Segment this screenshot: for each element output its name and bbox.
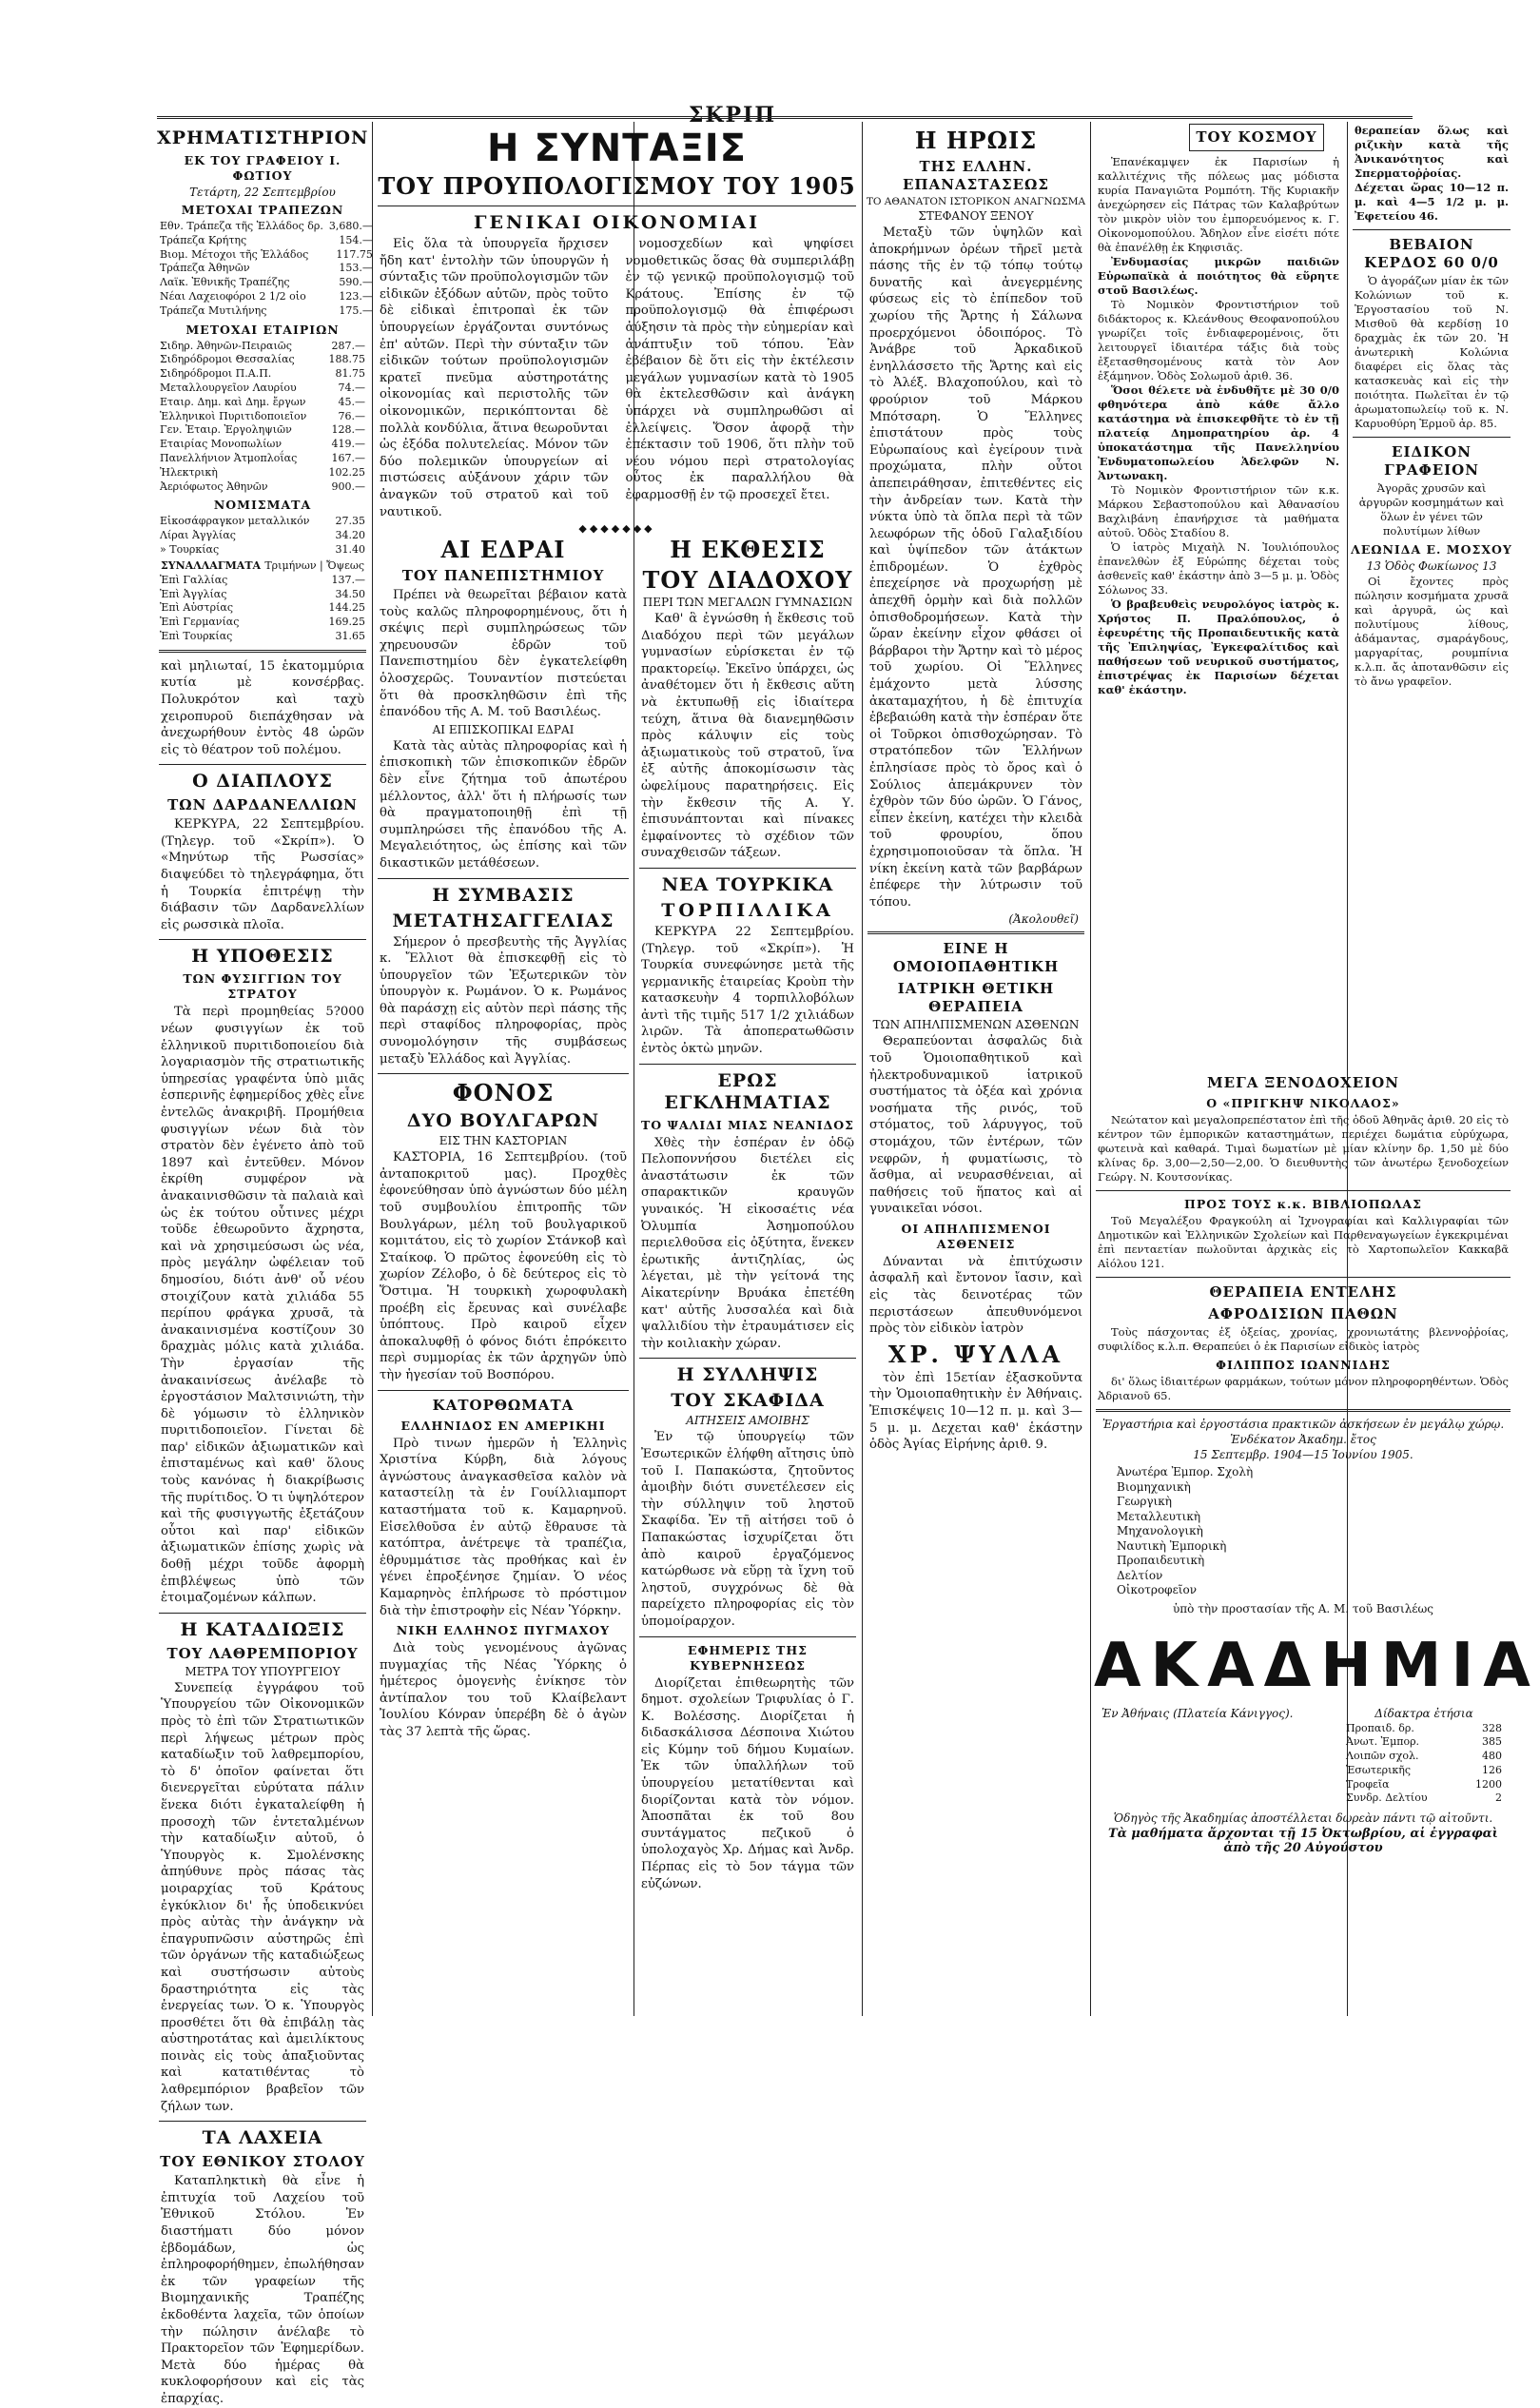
quote-name: Μεταλλουργεῖον Λαυρίου xyxy=(160,381,297,394)
article-title: Η ΥΠΟΘΕΣΙΣ xyxy=(191,946,334,968)
banks-table xyxy=(157,220,376,319)
divider xyxy=(1096,1409,1511,1412)
fx-columns: Τριμήνων | Ὄψεως xyxy=(264,558,364,572)
quote-name: Σιδηρ. Ἀθηνῶν-Πειραιῶς xyxy=(160,339,292,352)
fx-table xyxy=(157,574,368,644)
school-item: Μεταλλευτικὴ xyxy=(1117,1509,1201,1523)
ad-text: δι' ὅλως ἰδιαιτέρων φαρμάκων, τούτων μόνον πληροφορηθέντων. Ὁδὸς Ἀδριανοῦ 65. xyxy=(1098,1375,1509,1402)
article-subtitle: ΤΟ ΑΘΑΝΑΤΟΝ ΙΣΤΟΡΙΚΟΝ ΑΝΑΓΝΩΣΜΑ xyxy=(866,196,1086,207)
article-subtitle: ΤΩΝ ΦΥΣΙΓΓΙΩΝ ΤΟΥ ΣΤΡΑΤΟΥ xyxy=(183,971,342,1002)
article-subtitle: ΤΗΣ ΕΛΛΗΝ. ΕΠΑΝΑΣΤΑΣΕΩΣ xyxy=(903,158,1049,193)
divider xyxy=(1096,1277,1511,1278)
divider xyxy=(1353,437,1511,438)
divider xyxy=(639,868,856,869)
column-rule xyxy=(862,122,863,2016)
bank-row xyxy=(157,234,376,248)
article-subtitle: ΕΙΣ ΤΗΝ ΚΑΣΤΟΡΙΑΝ xyxy=(439,1134,568,1148)
quote-value: 123.— xyxy=(339,289,373,303)
divider xyxy=(159,650,366,653)
article-subtitle: ΔΥΟ ΒΟΥΛΓΑΡΩΝ xyxy=(406,1110,600,1132)
article-subtitle: ΤΟΥ ΕΘΝΙΚΟΥ ΣΤΟΛΟΥ xyxy=(160,2153,365,2171)
academy-dates: 15 Σεπτεμβρ. 1904—15 Ἰουνίου 1905. xyxy=(1193,1448,1413,1461)
ad-subtitle: ΑΦΡΟΔΙΣΙΩΝ ΠΑΘΩΝ xyxy=(1208,1305,1398,1322)
coin-row xyxy=(157,543,368,558)
academy-workshops: Ἐργαστήρια καὶ ἐργοστάσια πρακτικῶν ἀσκήσεων ἐν μεγάλῳ χώρῳ. xyxy=(1101,1418,1505,1431)
article-title: ΦΟΝΟΣ xyxy=(452,1079,555,1107)
quote-name: Προπαιδ. δρ. xyxy=(1346,1721,1414,1734)
article-text: Πρὸ τινων ἡμερῶν ἡ Ἑλληνὶς Χριστίνα Κύρβη, διὰ λόγους ἀγνώστους ἀναγκασθεῖσα καλὸν νὰ καταστείλῃ τὰ ἐν Γουίλλιαμπορτ καταστήματα τοῦ κ. Καμαρηνοῦ. Εἰσελθοῦσα ἐν αὐτῷ ἔθραυσε τὰ κατόπτρα, ἀνέτρεψε τὰ τραπέζια, ἐθρυμμάτισε τὰς προθήκας καὶ ἐν γένει ἐπροξένησε ζημίαν. Ὁ νέος Καμαρηνὸς ἐπλήρωσε τὸ πρόστιμον διὰ τὴν ἐπιστροφὴν εἰς Νέαν Ὑόρκην. xyxy=(380,1436,627,1618)
quote-name: Σιδηρόδρομοι Π.Α.Π. xyxy=(160,367,272,381)
company-row xyxy=(157,438,368,452)
school-item: Μηχανολογικὴ xyxy=(1117,1524,1203,1537)
company-row xyxy=(157,353,368,367)
article-title: ΕΦΗΜΕΡΙΣ ΤΗΣ ΚΥΒΕΡΝΗΣΕΩΣ xyxy=(688,1642,808,1673)
bank-row xyxy=(157,248,376,263)
article-subtitle: ΜΕΤΑΤΗΣΑΓΓΕΛΙΑΣ xyxy=(392,910,614,931)
banks-title: ΜΕΤΟΧΑΙ ΤΡΑΠΕΖΩΝ xyxy=(181,203,344,217)
fx-title: ΣΥΝΑΛΛΑΓΜΑΤΑ xyxy=(161,558,262,572)
fx-row xyxy=(157,574,368,588)
divider xyxy=(159,939,366,940)
ad-title: ΘΕΡΑΠΕΙΑ ΕΝΤΕΛΗΣ xyxy=(1209,1283,1397,1301)
article-text: Μεταξὺ τῶν ὑψηλῶν καὶ ἀποκρήμνων ὀρέων τῆρεῖ μετὰ πάσης τῆς ἐν τῷ τόπῳ τούτῳ δυνατῆς καὶ ἀνεγερμένης φύσεως εἰς τὸ ἐπίπεδον τοῦ χωρίου τῆς Ἄρτης ἡ Σάλωνα προερχόμενοι ὁδοιπόρος. Τὸ Ἀνάβρε τοῦ Ἀρκαδικοῦ ἐνηλλάσσετο τῆς Ἄρτης καὶ εἰς τὸ Ἀλέξ. Βλαχοπούλου, καὶ τὸ φρούριον τοῦ Μάρκου Μπότσαρη. Ὁ Ἕλληνες ἐπιστάτουν πρὸς τοὺς Εὐρωπαίους καὶ ἐγείρουν τινὰ προχώματα, πλὴν οὗτοι ἀπεπειράθησαν, ἐπιτεθέντες εἰς τὴν ἀνδρείαν των. Κατὰ τὴν νύκτα ὑπὸ τὰ ὅπλα περὶ τὰ τῶν λεωφόρων τῆς ὁδοῦ Γαλαξιδίου καὶ ὑψίπεδον τῶν ἀτάκτων ἐπιδρομέων. Ὁ ἐχθρὸς ἐπεχείρησε νὰ προχωρήσῃ μὲ ἀπεχθῆ ὁρμὴν καὶ διὰ πολλῶν ὀπισθοδρομήσεων. Κατὰ τὴν ὥραν ἐκείνην εἶχον φθάσει οἱ βάρβαροι τὴν Ἄρτην καὶ τὸ μέρος τοῦ χωρίου. Οἱ Ἕλληνες ἐμάχοντο μετὰ λύσσης ἀκαταμαχήτου, ἡ δὲ ἐπιτυχία ἐβεβαιώθη κατὰ τὴν ἑσπέραν ὅτε οἱ Τοῦρκοι ὀπισθοχώρησαν. Τὸ στρατόπεδον τῶν Ἑλλήνων ἐπλησίασε πρὸς τὸ ὄρος καὶ ὁ Σούλιος ἀπεμάκρυνεν τὸν ἐχθρὸν τῶν δύο ὡρῶν. Ὁ Γάνος, εἶπεν ἐκείνη, κατέχει τὴν κλειδὰ τοῦ φρουρίου, ὅπου ἐχρησιμοποιοῦσαν τὰ ὅπλα. Ἡ νίκη ἐκείνη κατὰ τῶν βαρβάρων ἐπέφερε τὴν λύτρωσιν τοῦ τόπου. xyxy=(869,225,1082,910)
article-text: Διορίζεται ἐπιθεωρητὴς τῶν δημοτ. σχολείων Τριφυλίας ὁ Γ. Κ. Βολέσσης. Διορίζεται ἡ διδασκάλισσα Δέσποινα Χιώτου εἰς Κύμην τοῦ δήμου Κυμαίων. Ἐκ τῶν ὑπαλλήλων τοῦ ὑπουργείου μετατίθενται καὶ διορίζονται κατὰ τὸν νόμον. Ἀποσπᾶται ἐκ τοῦ 8ου συντάγματος πεζικοῦ ὁ ὑπολοχαγὸς Χρ. Δήμας καὶ Ἀνδρ. Πέρπας εἰς τὸ 5ον τάγμα τῶν εὐζώνων. xyxy=(641,1675,854,1891)
coin-row xyxy=(157,515,368,529)
coins-title: ΝΟΜΙΣΜΑΤΑ xyxy=(213,498,312,513)
divider xyxy=(639,1064,856,1065)
fee-row xyxy=(1343,1722,1505,1736)
column-6 xyxy=(1351,124,1512,1088)
academy-place: Ἐν Ἀθήναις (Πλατεία Κάνιγγος). xyxy=(1101,1706,1294,1720)
article-title: Η ΗΡΩΙΣ xyxy=(914,127,1038,154)
article-subtitle: ΜΕΤΡΑ ΤΟΥ ΥΠΟΥΡΓΕΙΟΥ xyxy=(185,1664,341,1678)
quote-name: Λοιπῶν σχολ. xyxy=(1346,1750,1419,1763)
quote-name: Ἠλεκτρικὴ xyxy=(160,465,218,479)
bank-row xyxy=(157,262,376,276)
bourse-title: ΧΡΗΜΑΤΙΣΤΗΡΙΟΝ xyxy=(157,127,369,148)
bank-row xyxy=(157,304,376,319)
quote-name: Ἐπὶ Ἀγγλίας xyxy=(160,587,227,600)
masthead-rule xyxy=(157,116,1413,119)
bourse-subtitle: ΕΚ ΤΟΥ ΓΡΑΦΕΙΟΥ Ι. ΦΩΤΙΟΥ xyxy=(184,153,341,183)
school-item: Οἰκοτροφεῖον xyxy=(1117,1583,1198,1596)
article-subtitle: ΑΙ ΕΠΙΣΚΟΠΙΚΑΙ ΕΔΡΑΙ xyxy=(432,722,575,736)
quote-value: 590.— xyxy=(339,276,373,289)
article-title: ΚΑΤΟΡΘΩΜΑΤΑ xyxy=(432,1396,575,1414)
bank-row xyxy=(157,220,376,234)
article-title: Η ΣΥΜΒΑΣΙΣ xyxy=(432,884,575,906)
divider xyxy=(1096,1190,1511,1191)
fee-row xyxy=(1343,1778,1505,1792)
bank-row xyxy=(157,290,376,304)
school-item: Ἀνωτέρα Ἐμπορ. Σχολὴ xyxy=(1117,1465,1254,1478)
divider xyxy=(159,764,366,765)
article-subtitle: ΕΛΛΗΝΙΔΟΣ ΕΝ ΑΜΕΡΙΚΗΙ xyxy=(400,1418,606,1433)
ad-address: 13 Ὁδὸς Φωκίωνος 13 xyxy=(1366,559,1497,573)
article-text: Κατὰ τὰς αὐτὰς πληροφορίας καὶ ἡ ἐπισκοπικὴ τῶν ἐπισκοπικῶν ἐδρῶν δὲν εἶνε ζήτημα τοῦ ἀπωτέρου μέλλοντος, ἀλλ' ὅτι ἡ πλήρωσίς των θὰ πραγματοποιηθῇ ἐπὶ τῇ συμπληρώσει τῆς ἐπανόδου τῆς Α. Μεγαλειότητος, ὡς ἐπίσης καὶ τῶν δικαστικῶν μετάθέσεων. xyxy=(380,738,627,871)
quote-name: Λίραι Ἀγγλίας xyxy=(160,529,236,542)
article-title: Ο ΔΙΑΠΛΟΥΣ xyxy=(192,771,333,793)
quote-name: Ἐπὶ Γερμανίας xyxy=(160,616,240,629)
article-subtitle: ΤΟΥ ΣΚΑΦΙΔΑ xyxy=(671,1390,825,1412)
divider xyxy=(867,931,1084,934)
divider xyxy=(639,1636,856,1637)
quote-value: 31.65 xyxy=(335,629,365,642)
article-text: Πρέπει νὰ θεωρεῖται βέβαιον κατὰ τοὺς καλῶς πληροφορημένους, ὅτι ἡ σκέψις περὶ συμπληρώσεως τῶν χηρευουσῶν ἐδρῶν τοῦ Πανεπιστημίου δὲν ἐγκατελείφθη ὁλοσχερῶς. Τουναντίον πιστεύεται ὅτι θὰ προσκληθῶσιν ἐπὶ τῆς ἐπανόδου τῆς Α. Μ. τοῦ Βασιλέως. xyxy=(380,588,627,720)
article-subtitle: ΤΟΥ ΠΑΝΕΠΙΣΤΗΜΙΟΥ xyxy=(401,567,605,584)
ad-title: ΒΕΒΑΙΟΝ ΚΕΡΔΟΣ 60 0/0 xyxy=(1364,236,1499,271)
quote-name: Γεν. Ἑταιρ. Ἐργοληψιῶν xyxy=(160,423,292,437)
article-text: Δύνανται νὰ ἐπιτύχωσιν ἀσφαλῆ καὶ ἔντονον ἴασιν, καὶ εἰς τὰς δεινοτέρας τῶν περιστάσεων ἀπευθυνόμενοι πρὸς τὸν εἰδικὸν ἰατρὸν xyxy=(869,1254,1082,1337)
quote-name: Ἐπὶ Τουρκίας xyxy=(160,629,233,642)
divider xyxy=(639,1358,856,1359)
ad-text: Νεώτατον καὶ μεγαλοπρεπέστατον ἐπὶ τῆς ὁδοῦ Ἀθηνᾶς ἀριθ. 20 εἰς τὸ κέντρον τῶν ἐμπορικῶν καταστημάτων, περιέχει δωμάτια εὐρύχωρα, φωτεινὰ καὶ καθαρά. Τιμαὶ δωματίων μὲ μίαν κλίνην δρ. 1,50 μὲ δύο κλίνας δρ. 3,00—2,50—2,00. Ὁ διευθυντὴς τῶν ἀνωτέρω ξενοδοχείων Γεώργ. Ν. Κουτσονίκας. xyxy=(1098,1113,1509,1184)
article-text: Ἐνδυμασίας μικρῶν παιδιῶν Εὐρωπαϊκὰ ἀ ποιότητος θὰ εὕρητε στοῦ Βασιλέως. xyxy=(1098,255,1339,297)
society-title: ΤΟΥ ΚΟΣΜΟΥ xyxy=(1189,124,1324,151)
headline-subtitle: ΤΟΥ ΠΡΟΥΠΟΛΟΓΙΣΜΟΥ ΤΟΥ 1905 xyxy=(378,172,856,200)
quote-value: 27.35 xyxy=(335,515,365,528)
quote-name: Εἰκοσάφραγκον μεταλλικόν xyxy=(160,515,310,528)
ad-name: ΛΕΩΝΙΔΑ Ε. ΜΟΣΧΟΥ xyxy=(1351,542,1512,557)
company-row xyxy=(157,367,368,382)
quote-name: Εταιρ. Δημ. καὶ Δημ. ἔργων xyxy=(160,395,306,408)
bank-row xyxy=(157,276,376,290)
article-text: ΚΑΣΤΟΡΙΑ, 16 Σεπτεμβρίου. (τοῦ ἀνταποκριτοῦ μας). Προχθὲς ἐφονεύθησαν ὑπὸ ἀγνώστων δύο μέλη τοῦ συμβουλίου ἐπιτροπῆς τῶν Βουλγάρων, μέλη τοῦ βουλγαρικοῦ κομιτάτου, εἰς τὸ χωρίον Στάνκοβ καὶ Σταίκοφ. Ὁ πρῶτος ἐφονεύθη εἰς τὸ χωρίον Ζέλοβο, ὁ δὲ δεύτερος εἰς τὸ Ὅστιμα. Ἡ τουρκικὴ χωροφυλακὴ προέβη εἰς ἔρευνας καὶ συνέλαβε ὑπόπτους. Πρὸ καιροῦ εἶχεν ἀποκαλυφθῇ ὁ φόνος διότι ἐπρόκειτο περὶ συμμορίας ἐκ τῶν ἀρχηγῶν ὑπὸ τὴν ἡγεσίαν τοῦ Βοσπόρου. xyxy=(380,1150,627,1382)
quote-name: Ἀεριόφωτος Ἀθηνῶν xyxy=(160,480,268,493)
divider xyxy=(1353,229,1511,230)
quote-name: Ἐπὶ Αὐστρίας xyxy=(160,601,234,615)
ad-title: ΕΙΔΙΚΟΝ ΓΡΑΦΕΙΟΝ xyxy=(1384,443,1479,479)
headline: Η ΣΥΝΤΑΞΙΣ xyxy=(487,127,747,170)
company-row xyxy=(157,410,368,424)
quote-name: Πανελλήνιον Ἀτμοπλοΐας xyxy=(160,451,298,464)
coin-row xyxy=(157,529,368,543)
quote-value: 128.— xyxy=(331,423,365,437)
article-subtitle: ΤΩΝ ΔΑΡΔΑΝΕΛΛΙΩΝ xyxy=(167,796,358,814)
article-text: Χθὲς τὴν ἑσπέραν ἐν ὁδῷ Πελοποννήσου διετέλει εἰς ἀναστάτωσιν ἐκ τῶν σπαρακτικῶν κραυγῶν γυναικός. Ἡ εἰκοσαέτις νέα Ὀλυμπία Ἀσημοπούλου περιελθοῦσα εἰς ὀξύτητα, ἕνεκεν ἐρωτικῆς ἀντιζηλίας, ὡς λέγεται, μὲ τὴν γείτονά της Αἰκατερίνην Βρυάκα ἐπετέθη κατ' αὐτῆς λυσσαλέα καὶ διὰ ψαλλιδίου τὴν ἐτραυμάτισεν εἰς τὴν κοιλιακὴν χώραν. xyxy=(641,1135,854,1351)
quote-name: Εταιρίας Μονοπωλίων xyxy=(160,438,283,451)
academy-note: Ὁδηγὸς τῆς Ἀκαδημίας ἀποστέλλεται δωρεὰν πάντι τῷ αἰτοῦντι. xyxy=(1113,1811,1493,1826)
ad-text: Τοὺς πάσχοντας ἐξ ὀξείας, χρονίας, χρονιωτάτης βλεννοῤῥοίας, συφιλίδος κ.λ.π. Θεραπεύει ὁ ἐκ Παρισίων εἰδικὸς ἰατρὸς xyxy=(1098,1325,1509,1353)
quote-name: Βιομ. Μέτοχοι τῆς Ἑλλάδος xyxy=(160,247,309,261)
article-text: Ἐπανέκαμψεν ἐκ Παρισίων ἡ καλλιτέχνις τῆς πόλεως μας μόδιστα κυρία Παναγιῶτα Ρομπότη. Τῆς Κυριακῆν ἀνεχώρησεν εἰς Πάτρας τῶν Καλαβρύτων τὸν μικρὸν υἱὸν του ἐμπορευόμενος κ. Γ. Οἰκονομοπούλου. Ἄδηλον εἶνε εἰσέτι πότε θὰ ἐπανέλθῃ ἐκ Κηφισιᾶς. xyxy=(1098,155,1339,254)
quote-name: Λαϊκ. Ἐθνικῆς Τραπέζης xyxy=(160,276,290,289)
company-row xyxy=(157,466,368,480)
quote-value: 169.25 xyxy=(328,616,365,629)
article-text: τὸν ἐπὶ 15ετίαν ἐξασκοῦντα τὴν Ὁμοιοπαθητικὴν ἐν Ἀθήναις. Ἐπισκέψεις 10—12 π. μ. καὶ 3—5 μ. μ. Δεχεται καθ' ἑκάστην ὁδὸς Ἀγίας Εἰρήνης ἀριθ. 9. xyxy=(869,1370,1082,1453)
ad-title: ΠΡΟΣ ΤΟΥΣ κ.κ. ΒΙΒΛΙΟΠΩΛΑΣ xyxy=(1184,1197,1422,1211)
column-4 xyxy=(866,124,1086,2026)
quote-name: Ἑλληνικοὶ Πυριτιδοποιεῖον xyxy=(160,409,307,422)
quote-value: 167.— xyxy=(331,451,365,464)
quote-name: Ἐπὶ Γαλλίας xyxy=(160,573,228,586)
fee-row xyxy=(1343,1791,1505,1806)
article-text: Τὰ περὶ προμηθείας 5?000 νέων φυσιγγίων ἐκ τοῦ ἑλληνικοῦ πυριτιδοποιείου διὰ λογαριασμὸν τῆς στρατιωτικῆς ὑπηρεσίας γραφέντα ὑπὸ μιᾶς ἑσπερινῆς ἐφημερίδος χθὲς εἶνε ἐντελῶς ἀνακριβῆ. Προμήθεια φυσιγγίων νέων διὰ τὸν στρατὸν δὲν ἐγένετο ἀπὸ τοῦ 1897 καὶ ἐντεῦθεν. Μόνον ἐκρίθη συμφέρον νὰ ἀνακαινισθῶσιν τὰ παλαιὰ καὶ ὡς ἐκ τούτου οὗτινες μέχρι τοῦδε ἐθεωροῦντο ἄχρηστα, καὶ νὰ χρησιμεύσωσι ὡς νέα, πρὸς μεγάλην ὠφέλειαν τοῦ δημοσίου, διότι ἀνθ' οὗ νέου στοιχίζουν κατὰ χιλιάδα 55 περίπου φράγκα χρυσᾶ, τὰ ἀνακαινισμένα κοστίζουν 30 δραχμὰς μόλις κατὰ χιλιάδα. Τὴν ἐργασίαν τῆς ἀνακαινίσεως ἀνέλαβε τὸ ἐργοστάσιον Μαλτσινιώτη, τὴν δὲ γόμωσιν τὸ ἑλληνικὸν πυριτιδοποιεῖον. Γίνεται δὲ παρ' εἰδικῶν ἀξιωματικῶν καὶ ἐπισταμένως καὶ καθ' ὅλους τοὺς κανόνας ἡ διακρίβωσις τῆς πυρίτιδος. Ὁ τι ὑψηλότερον καὶ τῆς φυσιγγωτῆς ἐξετάζουν οὗτοι καὶ παρ' εἰδικῶν ἀξιωματικῶν ἐπίσης χωρὶς νὰ δοθῇ μέχρι τοῦδε ἀφορμὴ ἐπιβλέψεως ὑπὸ τῶν ἑτοιμαζομένων κάλπων. xyxy=(161,1005,364,1606)
article-subtitle: ΤΟ ΨΑΛΙΔΙ ΜΙΑΣ ΝΕΑΝΙΔΟΣ xyxy=(640,1117,855,1132)
academy-footer: Τὰ μαθήματα ἄρχονται τῇ 15 Ὀκτωβρίου, αἱ ἐγγραφαὶ ἀπὸ τῆς 20 Αὐγούστου xyxy=(1108,1827,1498,1856)
article-text: ΚΕΡΚΥΡΑ 22 Σεπτεμβρίου. (Τηλεγρ. τοῦ «Σκρίπ»). Ἡ Τουρκία συνεφώνησε μετὰ τῆς γερμανικῆς ἑταιρείας Κροὺπ τὴν κατασκευὴν 4 τορπιλλοβόλων ἀντὶ τῆς τιμῆς 517 1/2 χιλιάδων λιρῶν. Τὰ ἀποπερατωθῶσιν ἐντὸς ὀκτὼ μηνῶν. xyxy=(641,924,854,1057)
masthead: ΣΚΡΙΠ xyxy=(688,103,777,127)
fx-row xyxy=(157,630,368,644)
quote-name: Σιδηρόδρομοι Θεσσαλίας xyxy=(160,353,295,366)
article-title: ΕΡΩΣ ΕΓΚΛΗΜΑΤΙΑΣ xyxy=(664,1069,831,1113)
article-text: Τὸ Νομικὸν Φροντιστήριον τοῦ διδάκτορος κ. Κλεάνθους Θεοφανοπούλου γνωρίζει τοῖς ἐνδιαφερομένοις, ὅτι λειτουργεῖ ἰδιαιτέρα τάξις διὰ τοὺς ἐξετασθησομένους κατὰ τὸν Αον ἑξάμηνον. Ὁδὸς Σολωμοῦ ἀριθ. 36. xyxy=(1098,298,1339,382)
divider xyxy=(378,878,629,879)
ornament: ◆◆◆◆◆◆◆ xyxy=(578,522,655,536)
article-title: ΝΕΑ ΤΟΥΡΚΙΚΑ xyxy=(661,873,834,895)
column-rule xyxy=(1090,122,1091,2016)
quote-name: Τράπεζα Ἀθηνῶν xyxy=(160,262,250,275)
academy-year: Ἐνδέκατον Ἀκαδημ. ἔτος xyxy=(1230,1433,1376,1446)
quote-name: » Τουρκίας xyxy=(160,542,220,556)
quote-value: 74.— xyxy=(338,381,365,394)
article-text: καὶ μηλιωταί, 15 ἑκατομμύρια κυτία μὲ κονσέρβας. Πολυκρότον καὶ ταχὺ χειροπυροῦ διεπάχθησαν νὰ ἀνεχωρήθουν ἐντὸς 48 ὡρῶν εἰς τὸ θέατρον τοῦ πολέμου. xyxy=(161,658,364,757)
lead-text-2: νομοσχεδίων καὶ ψηφίσει νομοθετικῶς ὅσας θὰ συμπεριλάβῃ ἐν τῷ γενικῷ προϋπολογισμῷ τοῦ Κράτους. Ἐπίσης ἐν τῷ προϋπολογισμῷ θὰ ἐπιφέρωσι ἀύξησιν τὰ πρὸς τὴν εὐημερίαν καὶ ἀνάπτυξιν τοῦ τόπου. Ἐὰν ἐβέβαιον δὲ ὅτι εἰς τὴν ἐκτέλεσιν μεγάλων γυμνασίων κατὰ τὸ 1905 θὰ ἐκτελεσθῶσιν καὶ ἀνάγκη ὑπάρχει νὰ συμπληρωθῶσι αἱ ἐλλείψεις. Ὅσον ἀφορᾷ τὴν ἐπέκτασιν τοῦ 1906, ὅτι πλὴν τοῦ νέου νόμου περὶ στρατολογίας οὗτος ἐκ παραλλήλου θὰ ἐφαρμοσθῇ ἐν τῷ προσεχεῖ ἔτει. xyxy=(625,237,854,502)
ad-title: ΜΕΓΑ ΞΕΝΟΔΟΧΕΙΟΝ xyxy=(1207,1074,1399,1091)
company-row xyxy=(157,423,368,438)
quote-name: Νέαι Λαχειοφόροι 2 1/2 οἰο xyxy=(160,289,306,303)
quote-value: 188.75 xyxy=(328,353,365,366)
school-item: Προπαιδευτικὴ xyxy=(1117,1554,1205,1567)
fx-row xyxy=(157,616,368,630)
quote-name: Ἀνωτ. Ἐμπορ. xyxy=(1346,1735,1420,1749)
quote-name: Εθν. Τράπεζα τῆς Ἑλλάδος δρ. xyxy=(160,220,323,232)
doctor-name: ΧΡ. ΨΥΛΛΑ xyxy=(887,1340,1064,1368)
company-row xyxy=(157,452,368,466)
article-text: Τὸ Νομικὸν Φροντιστήριον τῶν κ.κ. Μάρκου Σεβαστοπούλου καὶ Ἀθανασίου Βαχλιβάνη ἐπανήρχισε τὰ μαθήματα αὐτοῦ. Ὁδὸς Σταδίου 8. xyxy=(1098,483,1339,539)
article-text: Σήμερον ὁ πρεσβευτὴς τῆς Ἀγγλίας κ. Ἔλλιοτ θὰ ἐπισκεφθῇ εἰς τὸ ὑπουργεῖον τῶν Ἐξωτερικῶν τὸν ὑπουργὸν κ. Ρωμάνον. Ὁ κ. Ρωμάνος θὰ παράσχῃ εἰς αὐτὸν περὶ πάσης τῆς περὶ σταφίδος πληροφορίας, πρὸς συνομολόγησιν τῆς συμβάσεως μεταξὺ Ἑλλάδος καὶ Ἀγγλίας. xyxy=(380,934,627,1067)
lead-text: Εἰς ὅλα τὰ ὑπουργεῖα ἤρχισεν ἤδη κατ' ἐντολὴν τῶν ὑπουργῶν ἡ σύνταξις τῶν προϋπολογισμῶν τῶν εἰδικῶν ἐξόδων αὐτῶν, πρὸς τοῦτο δὲ εἰδικαὶ ἐπιτροπαὶ ἐκ τῶν ὑπουργείων ἐργάζονται συντόνως ἐπ' αὐτῶν. Περὶ τὴν σύνταξιν τῶν εἰδικῶν τούτων προϋπολογισμῶν κρατεῖ πνεῦμα αὐστηροτάτης οἰκονομίας καὶ περιστολῆς τῶν οἰκονομικῶν, περικόπτονται δὲ πολλὰ κονδύλια, ἅτινα θεωροῦνται ὡς ἐξόδα πολυτελείας. Μόνον τῶν δύο πολεμικῶν ὑπουργείων αἱ πιστώσεις αὐξάνουν χάριν τῶν ἀναγκῶν τοῦ στρατοῦ καὶ τοῦ ναυτικοῦ. xyxy=(380,237,609,519)
company-row xyxy=(157,340,368,354)
article-subtitle: ΑΙΤΗΣΕΙΣ ΑΜΟΙΒΗΣ xyxy=(686,1414,809,1428)
article-text: Ὁ ἰατρὸς Μιχαὴλ Ν. Ἰουλιόπουλος ἐπανελθὼν ἐξ Εὐρώπης δέχεται τοὺς ἀσθενεῖς καθ' ἑκάστην ἀπὸ 3—5 μ. μ. Ὁδὸς Σόλωνος 33. xyxy=(1098,540,1339,597)
quote-value: 419.— xyxy=(331,438,365,451)
quote-value: 102.25 xyxy=(328,465,365,479)
quote-value: 328 xyxy=(1482,1721,1502,1734)
article-text: Καθ' ἃ ἐγνώσθη ἡ ἔκθεσις τοῦ Διαδόχου περὶ τῶν μεγάλων γυμνασίων εὑρίσκεται ἐν τῷ πρακτορείῳ. Ἐκεῖνο ὑπάρχει, ὡς ἀναθέτομεν ὅτι ἡ ἔκθεσις αὕτη νὰ ἐκτυπωθῇ εἰς ἰδιαίτερα τεύχη, ἅτινα θὰ διανεμηθῶσιν πρὸς κάλυψιν εἰς τοὺς ἀξιωματικοὺς τοῦ στρατοῦ, ἵνα ἐξ αὐτῆς ἀποκομίσωσιν τὰς ὠφελίμους παρατηρήσεις. Εἰς τὴν ἔκθεσιν τῆς Α. Υ. ἐπισυνάπτονται καὶ πίνακες ἐμφαίνοντες τὸ σχέδιον τῶν συναχθεισῶν τάξεων. xyxy=(641,612,854,861)
school-item: Γεωργικὴ xyxy=(1117,1495,1172,1508)
article-text: Ὅσοι θέλετε νὰ ἐνδυθῆτε μὲ 30 0/0 φθηνότερα ἀπὸ κάθε ἄλλο κατάστημα νὰ ἐπισκεφθῆτε τὸ ἐν τῇ πλατείᾳ Δημοπρατηρίου ἀρ. 4 ὑποκατάστημα τῆς Πανελληνίου Ἐνδυματοπωλείου Ἀδελφῶν Ν. Ἀντωνακη. xyxy=(1098,383,1339,482)
quote-value: 153.— xyxy=(339,262,373,275)
quote-name: Τράπεζα Μυτιλήνης xyxy=(160,303,267,317)
quote-value: 3,680.— xyxy=(328,220,373,232)
quote-value: 144.25 xyxy=(328,601,365,615)
column-5 xyxy=(1094,124,1343,1088)
fees-table xyxy=(1343,1722,1505,1807)
article-subtitle: ΙΑΤΡΙΚΗ ΘΕΤΙΚΗ ΘΕΡΑΠΕΙΑ xyxy=(897,980,1055,1016)
ad-text: Ὁ ἀγοράζων μίαν ἐκ τῶν Κολώνιων τοῦ κ. Ἐργοστασίου τοῦ Ν. Μισθοῦ θὰ κερδίσῃ 10 δραχμὰς ἐκ τῶν 20. Ἡ ἀνωτερικὴ Κολώνια διαφέρει εἰς ὅλας τὰς κατασκευὰς καὶ εἰς τὴν ποιότητα. Πωλεῖται ἐν τῷ ἀρωματοπωλείῳ τοῦ κ. Ν. Καρυοθύρη Ἑρμοῦ ἀρ. 85. xyxy=(1355,274,1509,430)
ad-text: Οἱ ἔχοντες πρὸς πώλησιν κοσμήματα χρυσᾶ καὶ ἀργυρᾶ, ὡς καὶ πολυτίμους λίθους, ἀδάμαντας, σμαράγδους, μαργαρίτας, ρουμπίνια κ.λ.π. ἄς ἀποτανθῶσιν εἰς τὸ ἄνω γραφεῖον. xyxy=(1355,575,1509,688)
column-1 xyxy=(157,124,373,2406)
quote-value: 385 xyxy=(1482,1735,1502,1749)
article-title: Η ΣΥΛΛΗΨΙΣ xyxy=(676,1364,819,1386)
continued-note: (Ἀκολουθεῖ) xyxy=(1008,912,1079,927)
article-text: Ἐν τῷ ὑπουργείῳ τῶν Ἐσωτερικῶν ἐλήφθη αἴτησις ὑπὸ τοῦ Ι. Παπακώστα, ζητοῦντος ἀμοιβὴν διότι συνετέλεσεν εἰς τὴν σύλληψιν τοῦ ληστοῦ Σκαφίδα. Ἐν τῇ αἰτήσει τοῦ ὁ Παπακώστας ἰσχυρίζεται ὅτι ἀπὸ καιροῦ ἐργαζόμενος κατώρθωσε νὰ εὕρῃ τὰ ἴχνη τοῦ ληστοῦ, συγχρόνως δὲ θὰ παρείχετο πληροφορίας εἰς τὸν ὑπομοίραρχον. xyxy=(641,1430,854,1629)
company-row xyxy=(157,382,368,396)
academy-patron: ὑπὸ τὴν προστασίαν τῆς Α. Μ. τοῦ Βασιλέως xyxy=(1172,1601,1434,1615)
quote-value: 1200 xyxy=(1475,1777,1502,1791)
article-text: Συνεπείᾳ ἐγγράφου τοῦ Ὑπουργείου τῶν Οἰκονομικῶν πρὸς τὸ ἐπὶ τῶν Στρατιωτικῶν περὶ λήψεως μέτρων πρὸς καταδίωξιν τοῦ λαθρεμπορίου, τὸ δ' ὁποῖον φαίνεται ὅτι διενεργεῖται εὐρύτατα πάλιν ἕνεκα διότι ἐγκαταλείφθη ἡ προσοχὴ τῶν ἐντεταλμένων τὴν καταδίωξιν αὐτοῦ, ὁ Ὑπουργὸς κ. Σμολένσκης ἀπηύθυνε πρὸς πάσας τὰς μοιραρχίας τοῦ Κράτους ἐγκύκλιον δι' ἧς ὑποδεικνύει πρὸς αὐτὰς τὴν ἀνάγκην νὰ ἐπαγρυπνῶσιν αὐστηρῶς ἐπὶ τῶν ὀργάνων τῆς καταδιώξεως καὶ συστήσωσιν αὐτοὺς δραστηριότητα εἰς τὰς ἐνεργείας των. Ὁ κ. Ὑπουργὸς προσθέτει ὅτι θὰ ἐπιβάλῃ τὰς αὐστηροτάτας καὶ ἀμειλίκτους ποινὰς εἰς τοὺς ἀπαξιοῦντας καὶ κατατιθέντας τὸ λαθρεμπόριον βραβεῖον τῶν ζήλων των. xyxy=(161,1680,364,2114)
divider xyxy=(378,1390,629,1391)
fee-row xyxy=(1343,1735,1505,1750)
column-3 xyxy=(637,533,858,2026)
quote-value: 81.75 xyxy=(335,367,365,381)
ad-text: Τοῦ Μεγαλέξου Φραγκούλη αἱ Ἰχνογραφίαι καὶ Καλλιγραφίαι τῶν Δημοτικῶν καὶ Ἑλληνικῶν Σχολείων καὶ Παρθεναγωγείων ἐγκεκριμέναι ἐπὶ πενταετίαν πωλοῦνται ἀρχικὰς εἰς τὸ Χαρτοπωλεῖον Κακκαβᾶ Αἰόλου 121. xyxy=(1098,1214,1509,1270)
divider xyxy=(159,1613,366,1614)
article-subtitle: ΤΟΥ ΛΑΘΡΕΜΠΟΡΙΟΥ xyxy=(166,1644,359,1662)
quote-value: 900.— xyxy=(331,480,365,493)
article-text: θεραπείαν ὅλως καὶ ριζικὴν κατὰ τῆς Ἀνικανότητος καὶ Σπερματοῤῥοίας. Δέχεται ὥρας 10—12 π. μ. καὶ 4—5 1/2 μ. μ. Ἐφετείου 46. xyxy=(1355,124,1509,223)
quote-value: 137.— xyxy=(331,573,365,586)
ad-name: ΦΙΛΙΠΠΟΣ ΙΩΑΝΝΙΔΗΣ xyxy=(1216,1358,1391,1372)
article-text: Ὁ βραβευθεὶς νευρολόγος ἰατρὸς κ. Χρήστος Π. Πραλόπουλος, ὁ ἐφευρέτης τῆς Προπαιδευτικῆς κατὰ τῆς Ἐπιληψίας, Ἐγκεφαλίτιδος καὶ παθήσεων τοῦ νευρικοῦ συστήματος, ἐπιστρέψας ἐκ Παρισίων δέχεται καθ' ἑκάστην. xyxy=(1098,597,1339,696)
divider xyxy=(159,2121,366,2122)
quote-value: 45.— xyxy=(338,395,365,408)
article-title: Η ΕΚΘΕΣΙΣ xyxy=(670,536,826,563)
quote-value: 126 xyxy=(1482,1763,1502,1776)
company-row xyxy=(157,396,368,410)
headline-subtitle-2: ΓΕΝΙΚΑΙ ΟΙΚΟΝΟΜΙΑΙ xyxy=(474,212,760,233)
quote-name: Τροφεῖα xyxy=(1346,1777,1390,1791)
fee-row xyxy=(1343,1750,1505,1764)
quote-value: 117.75 xyxy=(336,247,373,261)
article-text: Θεραπεύονται ἀσφαλῶς διὰ τοῦ Ὁμοιοπαθητικοῦ καὶ ἠλεκτροδυναμικοῦ ἰατρικοῦ συστήματος τὰ ὀξέα καὶ χρόνια νοσήματα τῆς ρινός, τοῦ στόματος, τοῦ λάρυγγος, τοῦ στομάχου, τῶν ἐντέρων, τῶν νεφρῶν, ἡ φυματίωσις, τὸ ἄσθμα, αἱ νευρασθένειαι, αἱ παθήσεις τοῦ ἥπατος καὶ αἱ γυναικεῖαι νόσοι. xyxy=(869,1034,1082,1217)
article-title: ΕΙΝΕ Η ΟΜΟΙΟΠΑΘΗΤΙΚΗ xyxy=(892,940,1060,976)
ad-text: Ἀγορᾶς χρυσῶν καὶ ἀργυρῶν κοσμημάτων καὶ ὅλων ἐν γένει τῶν πολυτίμων λίθων xyxy=(1358,481,1505,538)
article-text: Διὰ τοὺς γενομένους ἀγῶνας πυγμαχίας τῆς Νέας Ὑόρκης ὁ ἡμέτερος ὁμογενὴς ἐνίκησε τὸν ἀντίπαλον του τοῦ Κλαίβελαντ Ἰουλίου Κόνραν ὑπερέβη δὲ ὁ ἀγὼν τὰς 37 λεπτὰ τῆς ὥρας. xyxy=(380,1641,627,1740)
academy-title: ΑΚΑΔΗΜΙΑ xyxy=(1094,1630,1540,1701)
coins-table xyxy=(157,515,368,557)
school-item: Ναυτικὴ Ἐμπορικὴ xyxy=(1117,1538,1227,1553)
article-text: Καταπληκτικὴ θὰ εἶνε ἡ ἐπιτυχία τοῦ Λαχείου τοῦ Ἐθνικοῦ Στόλου. Ἐν διαστήματι δύο μόνον ἑβδομάδων, ὡς ἐπληροφορήθημεν, ἐπωλήθησαν ἐκ τῶν γραφείων τῆς Βιομηχανικῆς Τραπέζης ἐκδοθέντα λαχεῖα, τῶν ὁποίων τὴν πώλησιν ἀνέλαβε τὸ Πρακτορεῖον τῶν Ἐφημερίδων. Μετὰ δύο ἡμέρας θὰ κυκλοφορήσουν καὶ εἰς τὰς ἐπαρχίας. xyxy=(161,2174,364,2406)
right-lower-block xyxy=(1094,1070,1540,2026)
article-title: ΟΙ ΑΠΗΛΠΙΣΜΕΝΟΙ ΑΣΘΕΝΕΙΣ xyxy=(901,1221,1051,1251)
quote-name: Τράπεζα Κρήτης xyxy=(160,233,247,246)
quote-value: 154.— xyxy=(339,233,373,246)
quote-value: 34.50 xyxy=(335,587,365,600)
article-subtitle: ΠΕΡΙ ΤΩΝ ΜΕΓΑΛΩΝ ΓΥΜΝΑΣΙΩΝ xyxy=(642,596,853,609)
quote-value: 34.20 xyxy=(335,529,365,542)
column-2 xyxy=(376,533,631,2026)
companies-title: ΜΕΤΟΧΑΙ ΕΤΑΙΡΙΩΝ xyxy=(185,322,340,337)
divider xyxy=(378,1073,629,1074)
quote-value: 480 xyxy=(1482,1750,1502,1763)
article-author: ΣΤΕΦΑΝΟΥ ΞΕΝΟΥ xyxy=(918,209,1034,223)
article-title: ΤΑ ΛΑΧΕΙΑ xyxy=(202,2127,323,2149)
fx-row xyxy=(157,588,368,602)
article-title: ΝΙΚΗ ΕΛΛΗΝΟΣ ΠΥΓΜΑΧΟΥ xyxy=(396,1623,611,1638)
article-subtitle: ΤΩΝ ΑΠΗΛΠΙΣΜΕΝΩΝ ΑΣΘΕΝΩΝ xyxy=(872,1018,1080,1032)
bourse-date: Τετάρτη, 22 Σεπτεμβρίου xyxy=(189,186,336,199)
quote-name: Συνδρ. Δελτίου xyxy=(1346,1791,1428,1805)
article-subtitle: ΤΟΡΠΙΛΛΙΚΑ xyxy=(661,899,834,921)
school-item: Βιομηχανικὴ xyxy=(1117,1479,1191,1494)
company-row xyxy=(157,480,368,495)
quote-name: Ἐσωτερικῆς xyxy=(1346,1763,1412,1776)
quote-value: 31.40 xyxy=(335,542,365,556)
article-title: ΑΙ ΕΔΡΑΙ xyxy=(440,536,566,563)
fee-row xyxy=(1343,1764,1505,1778)
academy-schools xyxy=(1117,1465,1490,1598)
quote-value: 2 xyxy=(1495,1791,1502,1805)
article-text: ΚΕΡΚΥΡΑ, 22 Σεπτεμβρίου. (Τηλεγρ. τοῦ «Σκρίπ»). Ὁ «Μηνύτωρ τῆς Ρωσσίας» διαψεύδει τὸ τηλεγράφημα, ὅτι ἡ Τουρκία ἐπιτρέψῃ τὴν διάβασιν τῶν Δαρδανελλίων εἰς ρωσσικὰ πλοῖα. xyxy=(161,817,364,932)
fees-title: Δίδακτρα ἐτήσια xyxy=(1374,1706,1473,1720)
companies-table xyxy=(157,340,368,495)
ad-name: Ο «ΠΡΙΓΚΗΨ ΝΙΚΟΛΑΟΣ» xyxy=(1206,1096,1400,1110)
quote-value: 287.— xyxy=(331,339,365,352)
article-subtitle: ΤΟΥ ΔΙΑΔΟΧΟΥ xyxy=(642,566,853,594)
quote-value: 76.— xyxy=(338,409,365,422)
school-item: Δελτίον xyxy=(1117,1568,1163,1582)
article-title: Η ΚΑΤΑΔΙΩΞΙΣ xyxy=(180,1618,345,1640)
quote-value: 175.— xyxy=(339,303,373,317)
fx-row xyxy=(157,601,368,616)
column-rule xyxy=(372,122,373,2016)
